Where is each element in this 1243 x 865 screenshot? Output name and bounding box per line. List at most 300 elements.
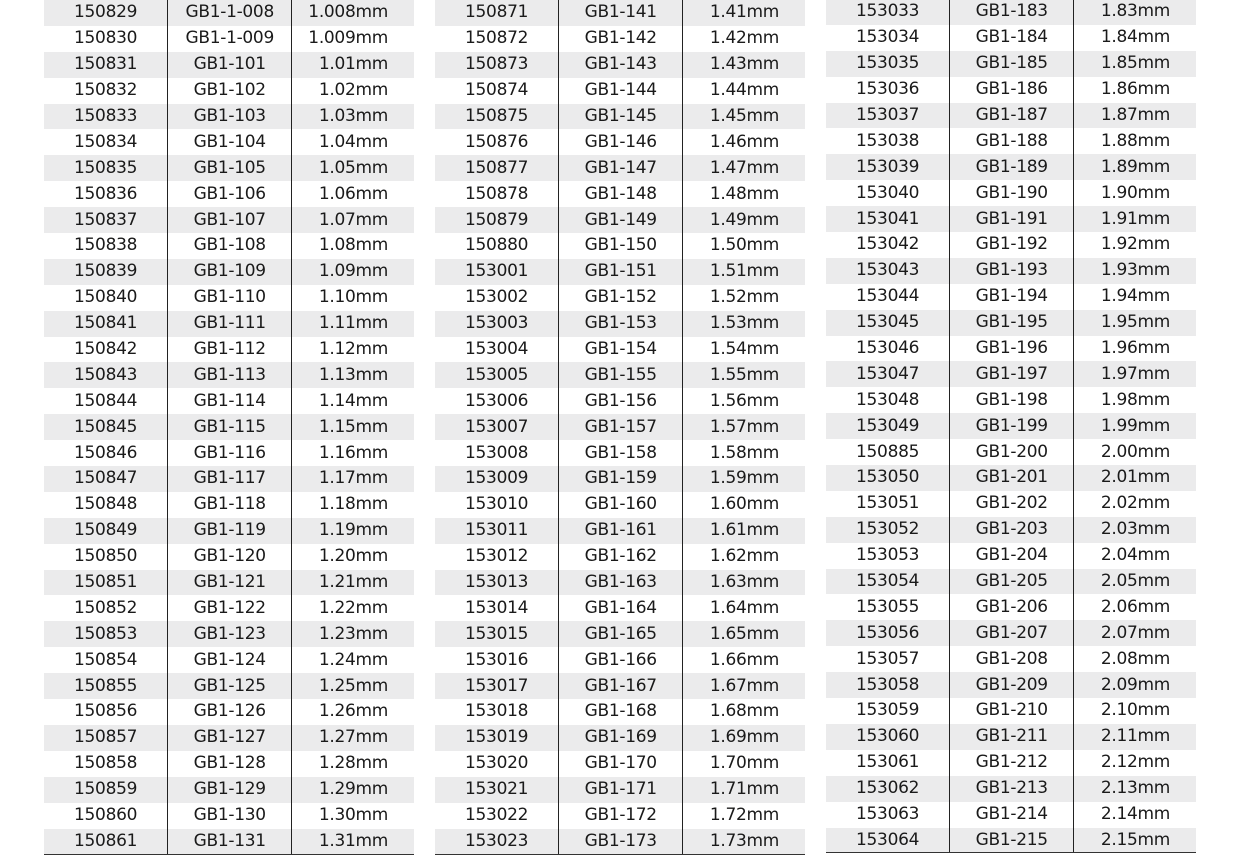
size-cell: 1.23mm: [292, 621, 414, 647]
size-cell: 1.03mm: [292, 104, 414, 130]
size-cell: 1.99mm: [1074, 413, 1196, 439]
size-cell: 1.95mm: [1074, 310, 1196, 336]
size-cell: 1.56mm: [683, 388, 805, 414]
item-code-cell: 153040: [826, 180, 950, 206]
model-cell: GB1-157: [559, 414, 683, 440]
table-row: [44, 621, 414, 647]
item-code-cell: 150844: [44, 388, 168, 414]
table-row: [435, 388, 805, 414]
model-cell: GB1-162: [559, 544, 683, 570]
table-row: [44, 129, 414, 155]
model-cell: GB1-188: [950, 128, 1074, 154]
model-cell: GB1-105: [168, 155, 292, 181]
model-cell: GB1-125: [168, 673, 292, 699]
table-row: [435, 311, 805, 337]
model-cell: GB1-131: [168, 829, 292, 855]
size-cell: 1.31mm: [292, 829, 414, 855]
size-cell: 1.22mm: [292, 595, 414, 621]
table-row: [44, 285, 414, 311]
model-cell: GB1-124: [168, 647, 292, 673]
table-row: [826, 569, 1196, 595]
model-cell: GB1-112: [168, 337, 292, 363]
item-code-cell: 150880: [435, 233, 559, 259]
model-cell: GB1-193: [950, 258, 1074, 284]
table-row: [826, 517, 1196, 543]
model-cell: GB1-183: [950, 0, 1074, 25]
size-cell: 1.008mm: [292, 0, 414, 26]
size-cell: 1.97mm: [1074, 361, 1196, 387]
table-row: [826, 51, 1196, 77]
size-cell: 1.30mm: [292, 803, 414, 829]
table-row: [44, 0, 414, 26]
model-cell: GB1-215: [950, 828, 1074, 854]
model-cell: GB1-1-009: [168, 26, 292, 52]
item-code-cell: 153042: [826, 232, 950, 258]
item-code-cell: 150843: [44, 362, 168, 388]
size-cell: 1.52mm: [683, 285, 805, 311]
size-cell: 1.93mm: [1074, 258, 1196, 284]
table-row: [826, 0, 1196, 25]
model-cell: GB1-115: [168, 414, 292, 440]
model-cell: GB1-128: [168, 751, 292, 777]
table-row: [826, 413, 1196, 439]
table-row: [44, 725, 414, 751]
model-cell: GB1-207: [950, 620, 1074, 646]
model-cell: GB1-141: [559, 0, 683, 26]
size-cell: 1.07mm: [292, 207, 414, 233]
item-code-cell: 150855: [44, 673, 168, 699]
table-row: [826, 77, 1196, 103]
table-row: [826, 802, 1196, 828]
size-cell: 1.18mm: [292, 492, 414, 518]
table-row: [826, 206, 1196, 232]
size-cell: 1.66mm: [683, 647, 805, 673]
table-row: [435, 595, 805, 621]
model-cell: GB1-117: [168, 466, 292, 492]
size-cell: 1.89mm: [1074, 154, 1196, 180]
table-row: [435, 78, 805, 104]
size-cell: 2.08mm: [1074, 646, 1196, 672]
size-cell: 1.87mm: [1074, 103, 1196, 129]
model-cell: GB1-144: [559, 78, 683, 104]
model-cell: GB1-165: [559, 621, 683, 647]
model-cell: GB1-209: [950, 672, 1074, 698]
size-cell: 1.83mm: [1074, 0, 1196, 25]
model-cell: GB1-127: [168, 725, 292, 751]
size-cell: 2.04mm: [1074, 543, 1196, 569]
model-cell: GB1-203: [950, 517, 1074, 543]
size-cell: 1.28mm: [292, 751, 414, 777]
table-row: [826, 439, 1196, 465]
model-cell: GB1-198: [950, 387, 1074, 413]
item-code-cell: 153047: [826, 361, 950, 387]
model-cell: GB1-212: [950, 750, 1074, 776]
table-row: [435, 647, 805, 673]
table-row: [44, 388, 414, 414]
model-cell: GB1-123: [168, 621, 292, 647]
table-row: [826, 284, 1196, 310]
table-row: [826, 258, 1196, 284]
model-cell: GB1-149: [559, 207, 683, 233]
size-cell: 1.61mm: [683, 518, 805, 544]
item-code-cell: 153014: [435, 595, 559, 621]
size-cell: 1.88mm: [1074, 128, 1196, 154]
table-row: [826, 620, 1196, 646]
model-cell: GB1-171: [559, 777, 683, 803]
size-cell: 1.01mm: [292, 52, 414, 78]
model-cell: GB1-146: [559, 129, 683, 155]
model-cell: GB1-116: [168, 440, 292, 466]
item-code-cell: 153017: [435, 673, 559, 699]
size-cell: 1.45mm: [683, 104, 805, 130]
table-row: [435, 233, 805, 259]
size-cell: 1.15mm: [292, 414, 414, 440]
item-code-cell: 153006: [435, 388, 559, 414]
item-code-cell: 150876: [435, 129, 559, 155]
size-cell: 1.98mm: [1074, 387, 1196, 413]
table-row: [826, 465, 1196, 491]
size-cell: 1.72mm: [683, 803, 805, 829]
size-cell: 1.55mm: [683, 362, 805, 388]
model-cell: GB1-192: [950, 232, 1074, 258]
table-row: [44, 647, 414, 673]
model-cell: GB1-148: [559, 181, 683, 207]
model-cell: GB1-213: [950, 776, 1074, 802]
model-cell: GB1-160: [559, 492, 683, 518]
item-code-cell: 150851: [44, 570, 168, 596]
item-code-cell: 150842: [44, 337, 168, 363]
model-cell: GB1-118: [168, 492, 292, 518]
item-code-cell: 150841: [44, 311, 168, 337]
model-cell: GB1-163: [559, 570, 683, 596]
model-cell: GB1-211: [950, 724, 1074, 750]
size-cell: 1.44mm: [683, 78, 805, 104]
size-cell: 1.53mm: [683, 311, 805, 337]
item-code-cell: 153022: [435, 803, 559, 829]
item-code-cell: 150831: [44, 52, 168, 78]
size-cell: 1.08mm: [292, 233, 414, 259]
size-cell: 1.009mm: [292, 26, 414, 52]
item-code-cell: 153035: [826, 51, 950, 77]
model-cell: GB1-103: [168, 104, 292, 130]
model-cell: GB1-101: [168, 52, 292, 78]
item-code-cell: 153050: [826, 465, 950, 491]
table-row: [435, 129, 805, 155]
table-row: [435, 673, 805, 699]
table-1-bottom-rule: [44, 854, 414, 855]
item-code-cell: 150832: [44, 78, 168, 104]
item-code-cell: 153033: [826, 0, 950, 25]
item-code-cell: 150874: [435, 78, 559, 104]
model-cell: GB1-159: [559, 466, 683, 492]
table-row: [826, 361, 1196, 387]
table-row: [435, 492, 805, 518]
table-row: [44, 829, 414, 855]
model-cell: GB1-170: [559, 751, 683, 777]
model-cell: GB1-122: [168, 595, 292, 621]
model-cell: GB1-152: [559, 285, 683, 311]
item-code-cell: 150875: [435, 104, 559, 130]
size-cell: 1.48mm: [683, 181, 805, 207]
item-code-cell: 153012: [435, 544, 559, 570]
item-code-cell: 153021: [435, 777, 559, 803]
item-code-cell: 150885: [826, 439, 950, 465]
table-row: [44, 777, 414, 803]
size-cell: 1.68mm: [683, 699, 805, 725]
size-cell: 1.16mm: [292, 440, 414, 466]
size-cell: 1.67mm: [683, 673, 805, 699]
size-cell: 1.25mm: [292, 673, 414, 699]
model-cell: GB1-147: [559, 155, 683, 181]
item-code-cell: 150830: [44, 26, 168, 52]
size-cell: 2.11mm: [1074, 724, 1196, 750]
item-code-cell: 150847: [44, 466, 168, 492]
table-row: [826, 776, 1196, 802]
model-cell: GB1-167: [559, 673, 683, 699]
item-code-cell: 153011: [435, 518, 559, 544]
model-cell: GB1-1-008: [168, 0, 292, 26]
model-cell: GB1-197: [950, 361, 1074, 387]
model-cell: GB1-168: [559, 699, 683, 725]
table-row: [44, 440, 414, 466]
model-cell: GB1-107: [168, 207, 292, 233]
table-row: [435, 544, 805, 570]
item-code-cell: 153010: [435, 492, 559, 518]
model-cell: GB1-200: [950, 439, 1074, 465]
model-cell: GB1-201: [950, 465, 1074, 491]
table-row: [435, 414, 805, 440]
model-cell: GB1-189: [950, 154, 1074, 180]
table-row: [435, 751, 805, 777]
model-cell: GB1-104: [168, 129, 292, 155]
table-row: [435, 337, 805, 363]
item-code-cell: 153015: [435, 621, 559, 647]
size-cell: 1.02mm: [292, 78, 414, 104]
size-cell: 2.00mm: [1074, 439, 1196, 465]
item-code-cell: 153063: [826, 802, 950, 828]
size-cell: 1.51mm: [683, 259, 805, 285]
size-cell: 1.20mm: [292, 544, 414, 570]
table-row: [435, 699, 805, 725]
table-row: [44, 311, 414, 337]
size-cell: 1.46mm: [683, 129, 805, 155]
model-cell: GB1-208: [950, 646, 1074, 672]
table-row: [44, 362, 414, 388]
item-code-cell: 150838: [44, 233, 168, 259]
model-cell: GB1-150: [559, 233, 683, 259]
table-row: [826, 128, 1196, 154]
size-cell: 2.07mm: [1074, 620, 1196, 646]
item-code-cell: 153064: [826, 828, 950, 854]
size-cell: 1.24mm: [292, 647, 414, 673]
table-row: [826, 698, 1196, 724]
item-code-cell: 153041: [826, 206, 950, 232]
model-cell: GB1-156: [559, 388, 683, 414]
table-row: [826, 180, 1196, 206]
table-row: [44, 518, 414, 544]
item-code-cell: 153023: [435, 829, 559, 855]
size-cell: 1.14mm: [292, 388, 414, 414]
item-code-cell: 153036: [826, 77, 950, 103]
table-row: [44, 673, 414, 699]
table-row: [44, 466, 414, 492]
size-cell: 1.96mm: [1074, 336, 1196, 362]
item-code-cell: 150871: [435, 0, 559, 26]
size-cell: 2.05mm: [1074, 569, 1196, 595]
table-row: [435, 621, 805, 647]
size-cell: 1.69mm: [683, 725, 805, 751]
item-code-cell: 153051: [826, 491, 950, 517]
table-row: [435, 777, 805, 803]
model-cell: GB1-172: [559, 803, 683, 829]
item-code-cell: 150840: [44, 285, 168, 311]
item-code-cell: 153055: [826, 594, 950, 620]
item-code-cell: 153054: [826, 569, 950, 595]
item-code-cell: 153060: [826, 724, 950, 750]
table-row: [435, 285, 805, 311]
size-cell: 1.85mm: [1074, 51, 1196, 77]
model-cell: GB1-129: [168, 777, 292, 803]
item-code-cell: 153046: [826, 336, 950, 362]
item-code-cell: 150861: [44, 829, 168, 855]
size-cell: 1.41mm: [683, 0, 805, 26]
table-row: [44, 595, 414, 621]
item-code-cell: 150839: [44, 259, 168, 285]
model-cell: GB1-110: [168, 285, 292, 311]
table-row: [826, 750, 1196, 776]
model-cell: GB1-184: [950, 25, 1074, 51]
model-cell: GB1-202: [950, 491, 1074, 517]
size-cell: 1.50mm: [683, 233, 805, 259]
item-code-cell: 153008: [435, 440, 559, 466]
table-row: [826, 543, 1196, 569]
item-code-cell: 153058: [826, 672, 950, 698]
item-code-cell: 153018: [435, 699, 559, 725]
table-row: [44, 414, 414, 440]
item-code-cell: 150845: [44, 414, 168, 440]
item-code-cell: 150854: [44, 647, 168, 673]
size-cell: 1.86mm: [1074, 77, 1196, 103]
size-cell: 1.70mm: [683, 751, 805, 777]
item-code-cell: 153045: [826, 310, 950, 336]
item-code-cell: 150852: [44, 595, 168, 621]
size-cell: 1.09mm: [292, 259, 414, 285]
item-code-cell: 153039: [826, 154, 950, 180]
size-cell: 1.04mm: [292, 129, 414, 155]
table-row: [44, 104, 414, 130]
table-row: [44, 337, 414, 363]
table-row: [826, 310, 1196, 336]
table-row: [44, 699, 414, 725]
table-row: [435, 570, 805, 596]
model-cell: GB1-185: [950, 51, 1074, 77]
table-row: [44, 181, 414, 207]
size-cell: 2.15mm: [1074, 828, 1196, 854]
model-cell: GB1-142: [559, 26, 683, 52]
table-row: [435, 466, 805, 492]
size-cell: 1.73mm: [683, 829, 805, 855]
item-code-cell: 153016: [435, 647, 559, 673]
size-cell: 1.12mm: [292, 337, 414, 363]
model-cell: GB1-210: [950, 698, 1074, 724]
item-code-cell: 153001: [435, 259, 559, 285]
table-row: [435, 829, 805, 855]
model-cell: GB1-186: [950, 77, 1074, 103]
table-row: [826, 646, 1196, 672]
size-cell: 2.09mm: [1074, 672, 1196, 698]
size-cell: 1.54mm: [683, 337, 805, 363]
table-row: [44, 233, 414, 259]
table-row: [826, 336, 1196, 362]
table-row: [44, 259, 414, 285]
item-code-cell: 150850: [44, 544, 168, 570]
model-cell: GB1-214: [950, 802, 1074, 828]
table-row: [826, 154, 1196, 180]
item-code-cell: 153056: [826, 620, 950, 646]
item-code-cell: 153034: [826, 25, 950, 51]
item-code-cell: 150860: [44, 803, 168, 829]
size-cell: 1.17mm: [292, 466, 414, 492]
item-code-cell: 150859: [44, 777, 168, 803]
model-cell: GB1-121: [168, 570, 292, 596]
table-row: [435, 803, 805, 829]
model-cell: GB1-109: [168, 259, 292, 285]
model-cell: GB1-195: [950, 310, 1074, 336]
size-cell: 2.12mm: [1074, 750, 1196, 776]
item-code-cell: 153043: [826, 258, 950, 284]
item-code-cell: 153048: [826, 387, 950, 413]
size-cell: 1.91mm: [1074, 206, 1196, 232]
item-code-cell: 153009: [435, 466, 559, 492]
item-code-cell: 150834: [44, 129, 168, 155]
model-cell: GB1-191: [950, 206, 1074, 232]
item-code-cell: 150848: [44, 492, 168, 518]
item-code-cell: 153059: [826, 698, 950, 724]
product-table-2: [435, 0, 805, 854]
model-cell: GB1-154: [559, 337, 683, 363]
item-code-cell: 153003: [435, 311, 559, 337]
model-cell: GB1-204: [950, 543, 1074, 569]
table-2-bottom-rule: [435, 854, 805, 855]
model-cell: GB1-108: [168, 233, 292, 259]
table-row: [435, 725, 805, 751]
model-cell: GB1-187: [950, 103, 1074, 129]
product-table-3: [826, 0, 1196, 853]
model-cell: GB1-205: [950, 569, 1074, 595]
model-cell: GB1-151: [559, 259, 683, 285]
item-code-cell: 153049: [826, 413, 950, 439]
model-cell: GB1-161: [559, 518, 683, 544]
size-cell: 1.26mm: [292, 699, 414, 725]
item-code-cell: 150857: [44, 725, 168, 751]
size-cell: 1.57mm: [683, 414, 805, 440]
model-cell: GB1-111: [168, 311, 292, 337]
item-code-cell: 150836: [44, 181, 168, 207]
table-row: [44, 207, 414, 233]
size-cell: 2.14mm: [1074, 802, 1196, 828]
item-code-cell: 153013: [435, 570, 559, 596]
size-cell: 1.64mm: [683, 595, 805, 621]
item-code-cell: 150853: [44, 621, 168, 647]
table-row: [435, 0, 805, 26]
item-code-cell: 150856: [44, 699, 168, 725]
size-cell: 1.10mm: [292, 285, 414, 311]
item-code-cell: 150872: [435, 26, 559, 52]
table-row: [435, 26, 805, 52]
item-code-cell: 150837: [44, 207, 168, 233]
item-code-cell: 150879: [435, 207, 559, 233]
size-cell: 1.29mm: [292, 777, 414, 803]
